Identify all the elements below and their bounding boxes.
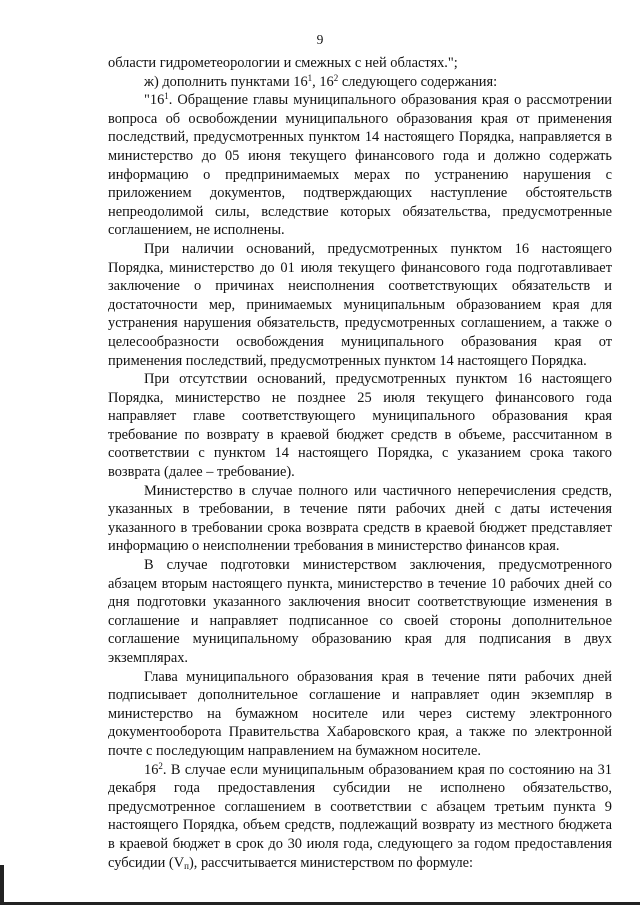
paragraph-p1 [108, 54, 612, 73]
text-run: , 16 [312, 73, 334, 90]
paragraph-p6 [108, 482, 612, 556]
paragraph-p3 [108, 91, 612, 240]
subscript: п [184, 860, 189, 871]
paragraph-p5 [108, 370, 612, 482]
superscript: 2 [158, 760, 163, 771]
paragraph-p4 [108, 240, 612, 370]
paragraph-p9 [108, 761, 612, 873]
text-run: . В случае если муниципальным образованием края по состоянию на 31 декабря года предоставления субсидии не исполнено обязательство, предусмотренное соглашением в соответствии с абзацем третьим пункта 9 настоящего Порядка, объем средств, подлежащий возврату из местного бюджета в краевой бюджет в срок до 30 июля года, следующего за годом предоставления субсидии (V [108, 761, 612, 871]
text-run: При наличии оснований, предусмотренных пунктом 16 настоящего Порядка, министерство до 01 июля текущего финансового года подготавливает заключение о причинах неисполнения соответствующих обязательств и достаточности мер, принимаемых муниципальным образованием края для устранения нарушения обязательств, предусмотренных соглашением, а также о целесообразности освобождения муниципального образования края от применения последствий, предусмотренных пунктом 14 настоящего Порядка. [108, 240, 612, 369]
paragraph-p7 [108, 556, 612, 668]
paragraph-p8 [108, 668, 612, 761]
superscript: 2 [333, 72, 339, 83]
document-body [108, 54, 612, 872]
text-run: следующего содержания: [338, 73, 498, 90]
text-run: области гидрометеорологии и смежных с ней областях."; [108, 55, 458, 71]
paragraph-p2 [108, 73, 612, 92]
scan-edge-left [0, 865, 4, 905]
superscript: 1 [164, 91, 169, 102]
text-run: Глава муниципального образования края в течение пяти рабочих дней подписывает дополнительное соглашение и направляет один экземпляр в министерство на бумажном носителе или через систему электронного документооборота Правительства Хабаровского края, а также по электронной почте с последующим направлением на бумажном носителе. [108, 668, 612, 759]
text-run: . Обращение главы муниципального образования края о рассмотрении вопроса об освобождении муниципального образования края от применения последствий, предусмотренных пунктом 14 настоящего Порядка, направляется в министерство до 05 июня текущего финансового года и должно содержать информацию о предпринимаемых мерах по устранению нарушения с приложением документов, подтверждающих наступление обстоятельств непреодолимой силы, вследствие которых обязательства, предусмотренные соглашением, не исполнены. [108, 92, 612, 239]
page-number: 9 [316, 32, 324, 47]
text-run: "16 [144, 92, 165, 109]
text-run: При отсутствии оснований, предусмотренных пунктом 16 настоящего Порядка, министерство не позднее 25 июля текущего финансового года направляет главе соответствующего муниципального образования края требование по возврату в краевой бюджет средств в объеме, рассчитанном в соответствии с пунктом 14 настоящего Порядка, с указанием срока такого возврата (далее – требование). [108, 371, 612, 481]
text-run: 16 [144, 761, 159, 778]
text-run: ж) дополнить пунктами 16 [144, 73, 308, 90]
text-run: Министерство в случае полного или частичного неперечисления средств, указанных в требовании, в течение пяти рабочих дней с даты истечения указанного в требовании срока возврата средств в краевой бюджет представляет информацию о неисполнении требования в министерство финансов края. [108, 482, 612, 555]
text-run: В случае подготовки министерством заключения, предусмотренного абзацем вторым настоящего пункта, министерство в течение 10 рабочих дней со дня подготовки указанного заключения вносит соответствующие изменения в соглашение и направляет подписанное со своей стороны дополнительное соглашение муниципальному образованию края для подписания в двух экземплярах. [108, 557, 612, 666]
superscript: 1 [307, 72, 313, 83]
text-run: ), рассчитывается министерством по формуле: [188, 854, 474, 871]
